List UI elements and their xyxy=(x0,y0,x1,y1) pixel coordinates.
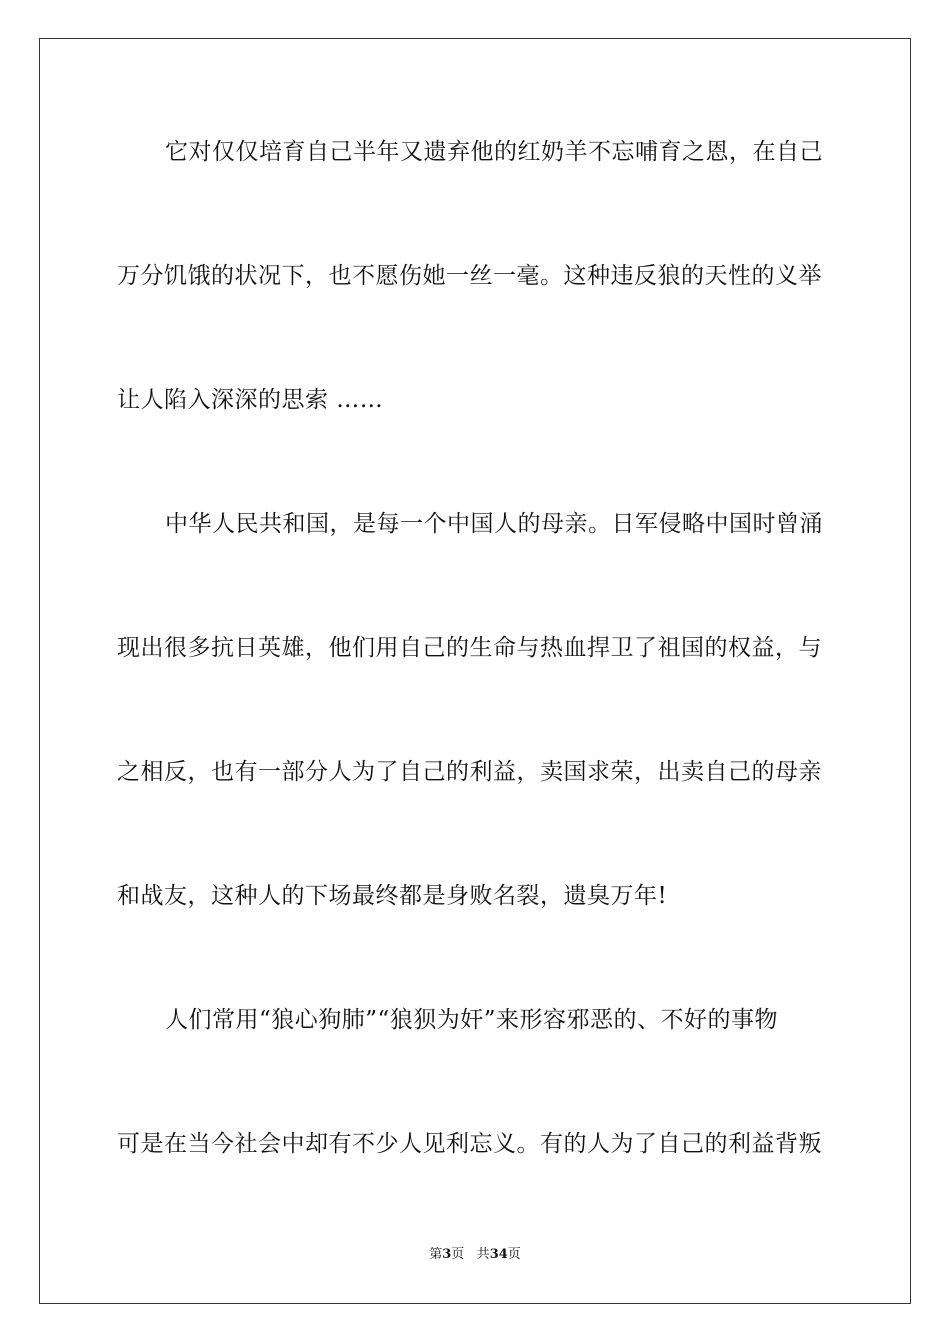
text-line: 人们常用“狼心狗肺”“狼狈为奸”来形容邪恶的、不好的事物 xyxy=(165,1007,779,1033)
text-line: 可是在当今社会中却有不少人见利忘义。有的人为了自己的利益背叛 xyxy=(117,1131,822,1157)
page-footer xyxy=(0,1245,950,1265)
total-pages: 34 xyxy=(489,1247,508,1262)
page-border xyxy=(39,38,911,1304)
page-number: 3 xyxy=(442,1247,452,1262)
text-line: 之相反，也有一部分人为了自己的利益，卖国求荣，出卖自己的母亲 xyxy=(117,759,822,785)
text-line: 让人陷入深深的思索 …… xyxy=(117,387,384,413)
total-suffix: 页 xyxy=(507,1247,521,1262)
page-suffix: 页 xyxy=(451,1247,465,1262)
total-prefix: 共 xyxy=(476,1247,490,1262)
text-line: 它对仅仅培育自己半年又遗弃他的红奶羊不忘哺育之恩，在自己 xyxy=(165,139,823,165)
text-line: 和战友，这种人的下场最终都是身败名裂，遗臭万年! xyxy=(117,883,668,909)
text-line: 万分饥饿的状况下，也不愿伤她一丝一毫。这种违反狼的天性的义举 xyxy=(117,263,822,289)
page-prefix: 第 xyxy=(429,1247,443,1262)
text-line: 中华人民共和国，是每一个中国人的母亲。日军侵略中国时曾涌 xyxy=(165,511,823,537)
text-line: 现出很多抗日英雄，他们用自己的生命与热血捍卫了祖国的权益，与 xyxy=(117,635,822,661)
